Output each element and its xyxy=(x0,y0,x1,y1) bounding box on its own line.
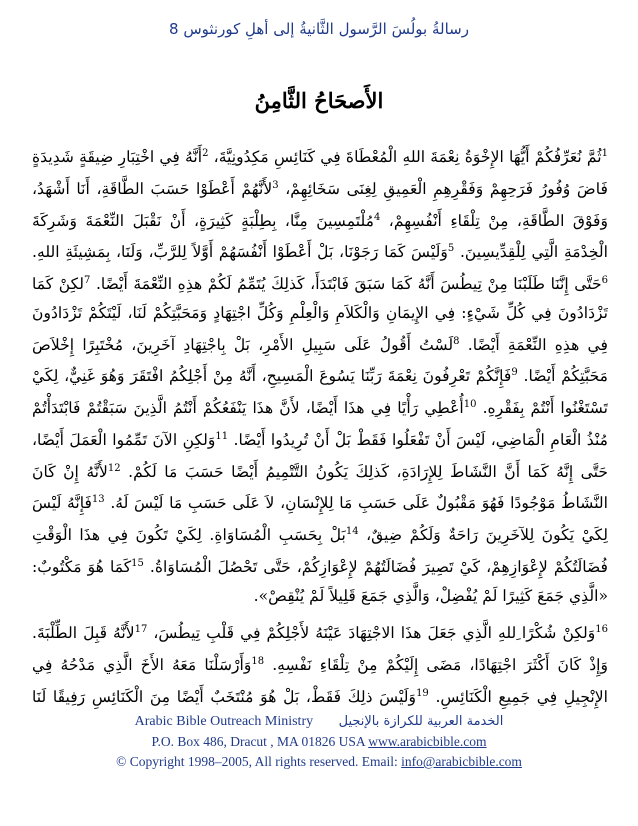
verse-number: 1 xyxy=(601,148,608,159)
website-link[interactable]: www.arabicbible.com xyxy=(368,734,487,749)
verse-text: لكِنْ كَمَا تَزْدَادُونَ فِي كُلِّ شَيْءٍ: فِي الإِيمَانِ وَالْكَلاَمِ وَالْعِلْمِ وَكُلِّ اجْتِهَادٍ وَمَحَبَّتِكُمْ لَنَا، لَيْتَكُمْ تَزْدَادُونَ فِي هذِهِ النِّعْمَةِ أَيْضًا. xyxy=(32,275,608,354)
verse-text: فَإِنَّكُمْ تَعْرِفُونَ نِعْمَةَ رَبِّنَا يَسُوعَ الْمَسِيحِ، أَنَّهُ مِنْ أَجْلِكُمُ افْتَقَرَ وَهُوَ غَنِيٌّ، لِكَيْ تَسْتَغْنُوا أَنْتُمْ بِفَقْرِهِ. xyxy=(32,367,608,418)
verse-text: مُلْتَمِسِينَ مِنَّا، بِطِلْبَةٍ كَثِيرَةٍ، أَنْ نَقْبَلَ النِّعْمَةَ وَشَرِكَةَ الْخِدْمَةِ الَّتِي لِلْقِدِّيسِينَ. xyxy=(32,211,608,262)
paragraph xyxy=(32,616,608,710)
verse-text: لأَنَّهُمْ أَعْطَوْا حَسَبَ الطَّاقَةِ، أَنَا أَشْهَدُ، وَفَوْقَ الطَّاقَةِ، مِنْ تِلْقَاءِ أَنْفُسِهِمْ، xyxy=(32,179,608,230)
book-title: رسالةُ بولُسَ الرَّسول الثَّانيةُ إلى أهلِ كورنثوس 8 xyxy=(169,20,469,38)
verse-number: 6 xyxy=(601,275,608,287)
verse-text: أَنَّهُ فِي اخْتِبَارِ ضِيقَةٍ شَدِيدَةٍ فَاضَ وُفُورُ فَرَحِهِمْ وَفَقْرِهِمِ الْعَمِيقِ لِغِنَى سَخَائِهِمْ، xyxy=(32,148,608,198)
verse-number: 3 xyxy=(272,179,279,191)
organization-name-en: Arabic Bible Outreach Ministry xyxy=(134,714,314,729)
verse-text: وَلكِنْ شُكْرًا ِللهِ الَّذِي جَعَلَ هذَا الاجْتِهَادَ عَيْنَهُ لأَجْلِكُمْ فِي قَلْبِ تِيطُسَ، xyxy=(147,624,596,643)
verse-text: وَلَيْسَ كَمَا رَجَوْنَا، بَلْ أَعْطَوْا أَنْفُسَهُمْ أَوَّلاً لِلرَّبِّ، وَلَنَا، بِمَشِيئَةِ اللهِ. xyxy=(32,243,448,262)
verse-text: بَلْ بِحَسَبِ الْمُسَاوَاةِ. لِكَيْ تَكُونَ فِي هذَا الْوَقْتِ فُضَالَتُكُمْ لإِعْوَازِهِمْ، كَيْ تَصِيرَ فُضَالَتُهُمْ لإِعْوَازِكُمْ، حَتَّى تَحْصُلَ الْمُسَاوَاةُ. xyxy=(32,526,608,577)
paragraph xyxy=(32,140,608,610)
page-footer xyxy=(0,712,638,772)
verse-text: حَتَّى إِنَّنَا طَلَبْنَا مِنْ تِيطُسَ أَنَّهُ كَمَا سَبَقَ فَابْتَدَأَ، كَذلِكَ يُتَمِّمُ لَكُمْ هذِهِ النِّعْمَةَ أَيْضًا. xyxy=(90,275,602,294)
verse-number: 10 xyxy=(463,399,477,411)
email-link[interactable]: info@arabicbible.com xyxy=(401,754,522,769)
verse-number: 9 xyxy=(511,367,518,379)
verse-number: 15 xyxy=(131,557,144,569)
verse-number: 11 xyxy=(215,430,229,442)
verse-text: كَمَا هُوَ مَكْتُوبٌ: «الَّذِي جَمَعَ كَثِيرًا لَمْ يُفْضِلْ، وَالَّذِي جَمَعَ قَلِيلاً لَمْ يُنْقِصْ». xyxy=(32,558,608,605)
verse-text: أُعْطِي رَأْيًا فِي هذَا أَيْضًا، لأَنَّ هذَا يَنْفَعُكُمْ أَنْتُمُ الَّذِينَ سَبَقْتُمْ فَابْتَدَأْتُمْ مُنْذُ الْعَامِ الْمَاضِي، لَيْسَ أَنْ تَفْعَلُوا فَقَطْ بَلْ أَنْ تُرِيدُوا أَيْضًا. xyxy=(32,399,608,450)
verse-number: 17 xyxy=(134,624,148,636)
verse-text: فَإِنَّهُ لَيْسَ لِكَيْ يَكُونَ لِلآخَرِينَ رَاحَةٌ وَلَكُمْ ضِيقٌ، xyxy=(32,494,608,545)
verse-text: لَسْتُ أَقُولُ عَلَى سَبِيلِ الأَمْرِ، بَلْ بِاجْتِهَادِ آخَرِينَ، مُخْتَبِرًا إِخْلاَصَ مَحَبَّتِكُمْ أَيْضًا. xyxy=(32,335,608,386)
footer-address xyxy=(0,732,638,752)
verse-text: وَلَيْسَ ذلِكَ فَقَطْ، بَلْ هُوَ مُنْتَخَبٌ أَيْضًا مِنَ الْكَنَائِسِ رَفِيقًا لَنَا xyxy=(32,688,417,707)
verse-text: وَأَرْسَلْنَا مَعَهُ الأَخَ الَّذِي مَدْحُهُ فِي الإِنْجِيلِ فِي جَمِيعِ الْكَنَائِسِ. xyxy=(32,656,608,707)
page-header xyxy=(0,20,638,38)
footer-organization xyxy=(0,712,638,732)
chapter-body xyxy=(32,140,608,710)
verse-number: 7 xyxy=(84,275,91,287)
organization-name-ar: الخدمة العربية للكرازة بالإنجيل xyxy=(338,714,504,729)
verse-number: 4 xyxy=(373,211,381,223)
verse-number: 13 xyxy=(91,494,105,506)
verse-number: 19 xyxy=(416,687,429,699)
verse-number: 14 xyxy=(345,526,359,538)
postal-address: P.O. Box 486, Dracut , MA 01826 USA xyxy=(151,734,369,749)
verse-number: 12 xyxy=(107,462,121,474)
verse-text: لأَنَّهُ إِنْ كَانَ النَّشَاطُ مَوْجُودًا فَهُوَ مَقْبُولٌ عَلَى حَسَبِ مَا لِلإِنْسَانِ، لاَ عَلَى حَسَبِ مَا لَيْسَ لَهُ. xyxy=(32,462,608,513)
verse-number: 8 xyxy=(453,335,460,347)
verse-number: 5 xyxy=(447,243,455,255)
verse-text: لأَنَّهُ قَبِلَ الطِّلْبَةَ. وَإِذْ كَانَ أَكْثَرَ اجْتِهَادًا، مَضَى إِلَيْكُمْ مِنْ تِلْقَاءِ نَفْسِهِ. xyxy=(32,624,608,675)
chapter-title: الأَصحَاحُ الثَّامِنُ xyxy=(254,88,384,113)
verse-number: 2 xyxy=(202,148,209,159)
footer-copyright xyxy=(0,752,638,772)
verse-text: ثُمَّ نُعَرِّفُكُمْ أَيُّهَا الإِخْوَةُ نِعْمَةَ اللهِ الْمُعْطَاةَ فِي كَنَائِسِ مَكِدُونِيَّةَ، xyxy=(208,148,602,167)
copyright-text: © Copyright 1998–2005, All rights reserved. Email: xyxy=(116,754,402,769)
verse-number: 18 xyxy=(251,656,265,668)
verse-text: وَلكِنِ الآنَ تَمِّمُوا الْعَمَلَ أَيْضًا، حَتَّى إِنَّهُ كَمَا أَنَّ النَّشَاطَ لِلإِرَادَةِ، كَذلِكَ يَكُونُ التَّتْمِيمُ أَيْضًا حَسَبَ مَا لَكُمْ. xyxy=(32,431,608,481)
verse-number: 16 xyxy=(595,624,608,636)
